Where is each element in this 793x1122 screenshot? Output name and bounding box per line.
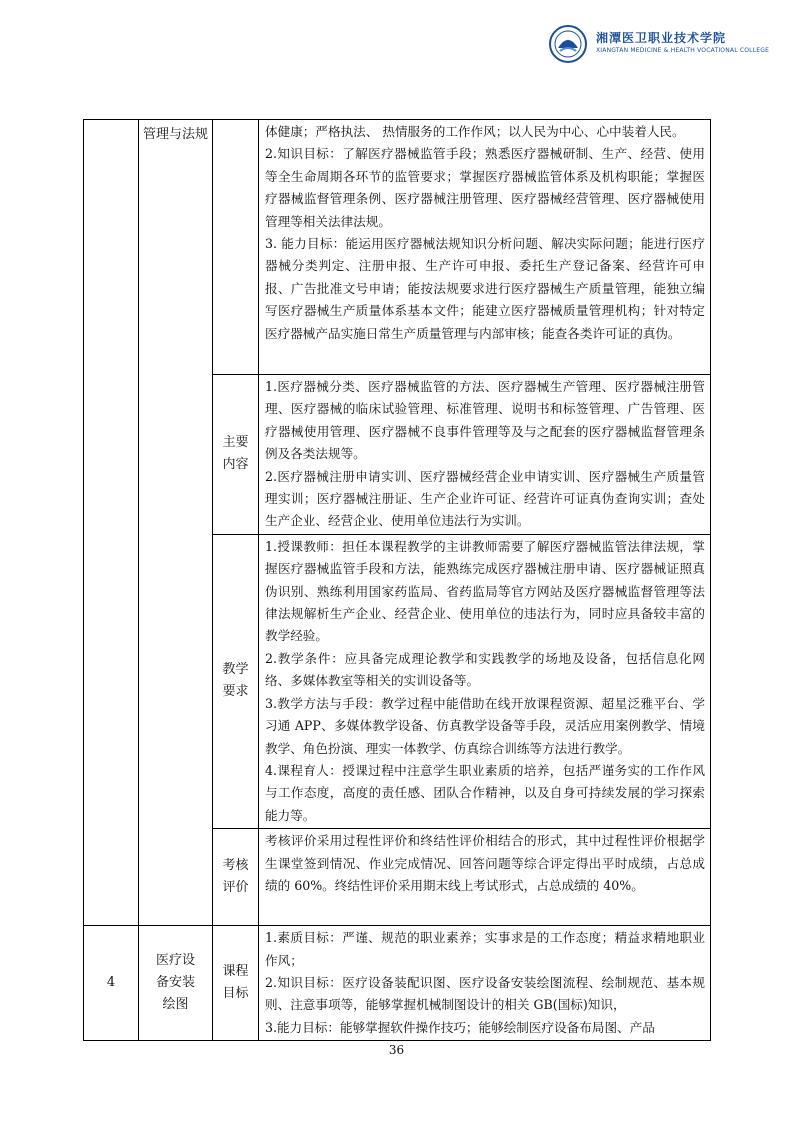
college-name-cn: 湘潭医卫职业技术学院 bbox=[596, 31, 727, 45]
teaching-paragraph: 2.教学条件：应具备完成理论教学和实践教学的场地及设备，包括信息化网络、多媒体教室等相关的实训设备等。 bbox=[265, 650, 705, 689]
section-label-cell bbox=[213, 534, 259, 828]
goal-text-cell bbox=[259, 926, 711, 1041]
goal-text-cell bbox=[259, 120, 711, 375]
content-text-cell bbox=[259, 375, 711, 535]
college-name-en: XIANGTAN MEDICINE & HEALTH VOCATIONAL COLLEGE bbox=[596, 47, 770, 54]
content-paragraph: 2.医疗器械注册申请实训、医疗器械经营企业申请实训、医疗器械生产质量管理实训；医疗器械注册证、生产企业许可证、经营许可证真伪查询实训；查处生产企业、经营企业、使用单位违法行为实训。 bbox=[265, 468, 705, 529]
assessment-paragraph: 考核评价采用过程性评价和终结性评价相结合的形式，其中过程性评价根据学生课堂签到情况、作业完成情况、回答问题等综合评定得出平时成绩，占总成绩的 60%。终结性评价采用期末线上考试形式，占总成绩的 40%。 bbox=[265, 833, 705, 893]
course-table bbox=[83, 119, 711, 1041]
course-index: 4 bbox=[106, 975, 116, 991]
goal-paragraph: 3. 能力目标：能运用医疗器械法规知识分析问题、解决实际问题；能进行医疗器械分类判定、注册申报、生产许可申报、委托生产登记备案、经营许可申报、广告批准文号申请；能按法规要求进行医疗器械生产质量管理，能独立编写医疗器械生产质量体系基本文件；能建立医疗器械质量管理机构；针对特定医疗器械产品实施日常生产质量管理与内部审核；能查各类许可证的真伪。 bbox=[265, 236, 705, 341]
table-row bbox=[84, 120, 711, 375]
index-cell bbox=[84, 120, 139, 926]
teaching-label: 教学要求 bbox=[222, 662, 249, 700]
teaching-paragraph: 3.教学方法与手段：教学过程中能借助在线开放课程资源、超星泛雅平台、学习通 APP、多媒体教学设备、仿真教学设备等手段，灵活应用案例教学、情境教学、角色扮演、理实一体教学、仿真综合训练等方法进行教学。 bbox=[265, 695, 705, 756]
course-name: 管理与法规 bbox=[143, 127, 209, 142]
goal-paragraph: 1.素质目标：严谨、规范的职业素养；实事求是的工作态度；精益求精地职业作风； bbox=[265, 930, 705, 968]
course-name: 医疗设备安装绘图 bbox=[155, 953, 195, 1013]
assessment-label: 考核评价 bbox=[222, 858, 249, 896]
section-label-cell bbox=[213, 375, 259, 535]
content-label: 主要内容 bbox=[222, 435, 249, 473]
goal-paragraph: 2.知识目标：了解医疗器械监管手段；熟悉医疗器械研制、生产、经营、使用等全生命周期各环节的监管要求；掌握医疗器械监管体系及机构职能；掌握医疗器械监督管理条例、医疗器械注册管理、医疗器械经营管理、医疗器械使用管理等相关法律法规。 bbox=[265, 146, 705, 229]
goal-paragraph: 体健康；严格执法、 热情服务的工作作风；以人民为中心、心中装着人民。 bbox=[265, 124, 685, 139]
content-paragraph: 1.医疗器械分类、医疗器械监管的方法、医疗器械生产管理、医疗器械注册管理、医疗器械的临床试验管理、标准管理、说明书和标签管理、广告管理、医疗器械使用管理、医疗器械不良事件管理等及与之配套的医疗器械监督管理条例及各类法规等。 bbox=[265, 379, 705, 462]
teaching-text-cell bbox=[259, 534, 711, 828]
section-label-cell bbox=[213, 926, 259, 1041]
course-name-cell bbox=[139, 120, 213, 926]
page-number: 36 bbox=[388, 1043, 405, 1057]
course-name-cell bbox=[139, 926, 213, 1041]
section-label-cell bbox=[213, 120, 259, 375]
section-label-cell bbox=[213, 829, 259, 926]
teaching-paragraph: 1.授课教师：担任本课程教学的主讲教师需要了解医疗器械监管法律法规，掌握医疗器械监管手段和方法，能熟练完成医疗器械注册申请、医疗器械证照真伪识别、熟练利用国家药监局、省药监局等官方网站及医疗器械监督管理等法律法规解析生产企业、经营企业、使用单位的违法行为，同时应具备较丰富的教学经验。 bbox=[265, 538, 705, 644]
index-cell bbox=[84, 926, 139, 1041]
goal-paragraph: 3.能力目标：能够掌握软件操作技巧；能够绘制医疗设备布局图、产品 bbox=[265, 1019, 655, 1035]
teaching-paragraph: 4.课程育人：授课过程中注意学生职业素质的培养，包括严谨务实的工作作风与工作态度，高度的责任感、团队合作精神，以及自身可持续发展的学习探索能力等。 bbox=[265, 762, 705, 823]
table-row bbox=[84, 926, 711, 1041]
goal-label: 课程目标 bbox=[222, 964, 249, 1002]
goal-paragraph: 2.知识目标：医疗设备装配识图、医疗设备安装绘图流程、绘制规范、基本规则、注意事项等，能够掌握机械制图设计的相关 GB(国标)知识， bbox=[265, 974, 705, 1013]
assessment-text-cell bbox=[259, 829, 711, 926]
